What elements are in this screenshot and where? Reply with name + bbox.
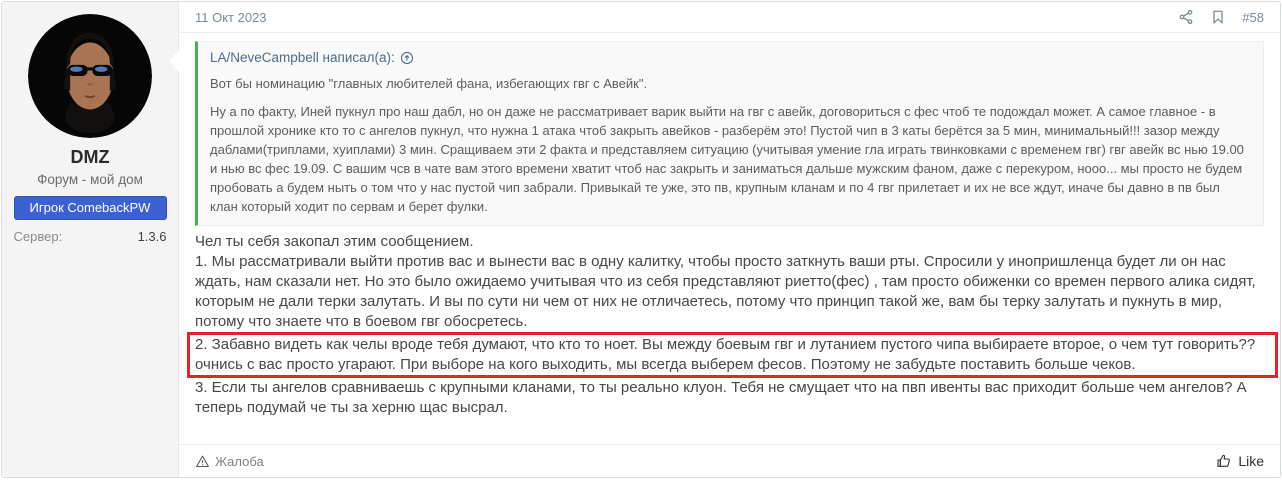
- server-label: Сервер:: [13, 229, 63, 244]
- post-number-link[interactable]: #58: [1242, 9, 1264, 25]
- author-badge: Игрок ComebackPW: [14, 196, 167, 220]
- share-icon[interactable]: [1178, 9, 1194, 25]
- quote-paragraph-1: Вот бы номинацию "главных любителей фана, избегающих гвг с Авейк".: [210, 76, 648, 91]
- avatar-image: [28, 14, 152, 138]
- post-main: [179, 2, 1280, 477]
- server-row: [14, 229, 167, 244]
- report-link[interactable]: [195, 454, 264, 469]
- post-body: [179, 33, 1280, 444]
- message-text: [195, 232, 1264, 418]
- author-username[interactable]: DMZ: [70, 147, 110, 167]
- avatar[interactable]: [28, 14, 152, 138]
- quote-attribution[interactable]: [210, 50, 1251, 65]
- author-title: Форум - мой дом: [37, 172, 143, 187]
- warning-icon: [195, 454, 210, 469]
- arrow-up-circle-icon[interactable]: [400, 51, 414, 65]
- post-header-actions: [1178, 9, 1264, 25]
- quote-paragraph-2: Ну а по факту, Иней пукнул про наш дабл, но он даже не рассматривает варик выйти на гвг с авейк, договориться с фес чтоб те подождал может. А самое главное - в прошлой хронике кто то с ангелов пукнул, что нужна 1 атака чтоб закрыть авейков - разберём это! Пустой чип в 3 каты берётся за 5 мин, минимальный!!! зазор между даблами(триплами, хуиплами) 3 мин. Сращиваем эти 2 факта и представляем ситуацию (учитывая умение гла играть твинковками с временем гвг) гвг авейк вс нью 19.00 и нью вс фес 19.09. С вашим чсв в чате вам этого времени хватит чтоб нас закрыть и заниматься дальше мужским фаном, даже с перекуром, нооо... мы просто не будем пробовать а будем ныть о том что у нас пустой чип забрали. Привыкай те уже, это пв, крупным кланам и по 4 гвг прилетает и их не все ждут, иначе бы давно в пв был клан который ходит по сервам и берет фулки.: [210, 104, 1244, 214]
- message-point-3: 3. Если ты ангелов сравниваешь с крупными кланами, то ты реально клуон. Тебя не смущает что на пвп ивенты вас приходит больше чем ангелов? А теперь подумай че ты за херню щас высрал.: [195, 379, 1247, 416]
- like-button[interactable]: [1216, 453, 1264, 469]
- bookmark-icon[interactable]: [1210, 9, 1226, 25]
- like-label: Like: [1238, 453, 1264, 469]
- post-date-link[interactable]: 11 Окт 2023: [195, 9, 267, 25]
- author-sidebar: [2, 2, 179, 477]
- quote-block: [195, 41, 1264, 226]
- post-header: [179, 2, 1280, 33]
- post-footer: [179, 444, 1280, 477]
- server-value: 1.3.6: [137, 229, 167, 244]
- forum-post: [1, 1, 1281, 478]
- message-intro: Чел ты себя закопал этим сообщением.: [195, 233, 474, 250]
- message-point-1: 1. Мы рассматривали выйти против вас и вынести вас в одну калитку, чтобы просто заткнуть ваши рты. Спросили у инопришленца будет ли он нас ждать, нам сказали нет. Но это было ожидаемо учитывая что из себя представляют риетто(фес) , там просто обиженки со времен первого алика сидят, которым не дали терки залутать. И вы по сути ни чем от них не отличаетесь, потому что принцип такой же, вам бы терку залутать и пукнуть в мир, потому что знаете что в боевом гвг обосретесь.: [195, 253, 1256, 330]
- message-bubble-arrow: [169, 50, 179, 72]
- quote-attribution-text: LA/NeveCampbell написал(а):: [210, 50, 395, 65]
- message-point-2-red-highlight: 2. Забавно видеть как челы вроде тебя думают, что кто то ноет. Вы между боевым гвг и лутанием пустого чипа выбираете второе, о чем тут говорить?? очнись с вас просто угарают. При выборе на кого выходить, мы всегда выберем фесов. Поэтому не забудьте поставить больше чеков.: [187, 332, 1278, 378]
- thumbs-up-icon: [1216, 453, 1232, 469]
- report-label: Жалоба: [215, 453, 264, 469]
